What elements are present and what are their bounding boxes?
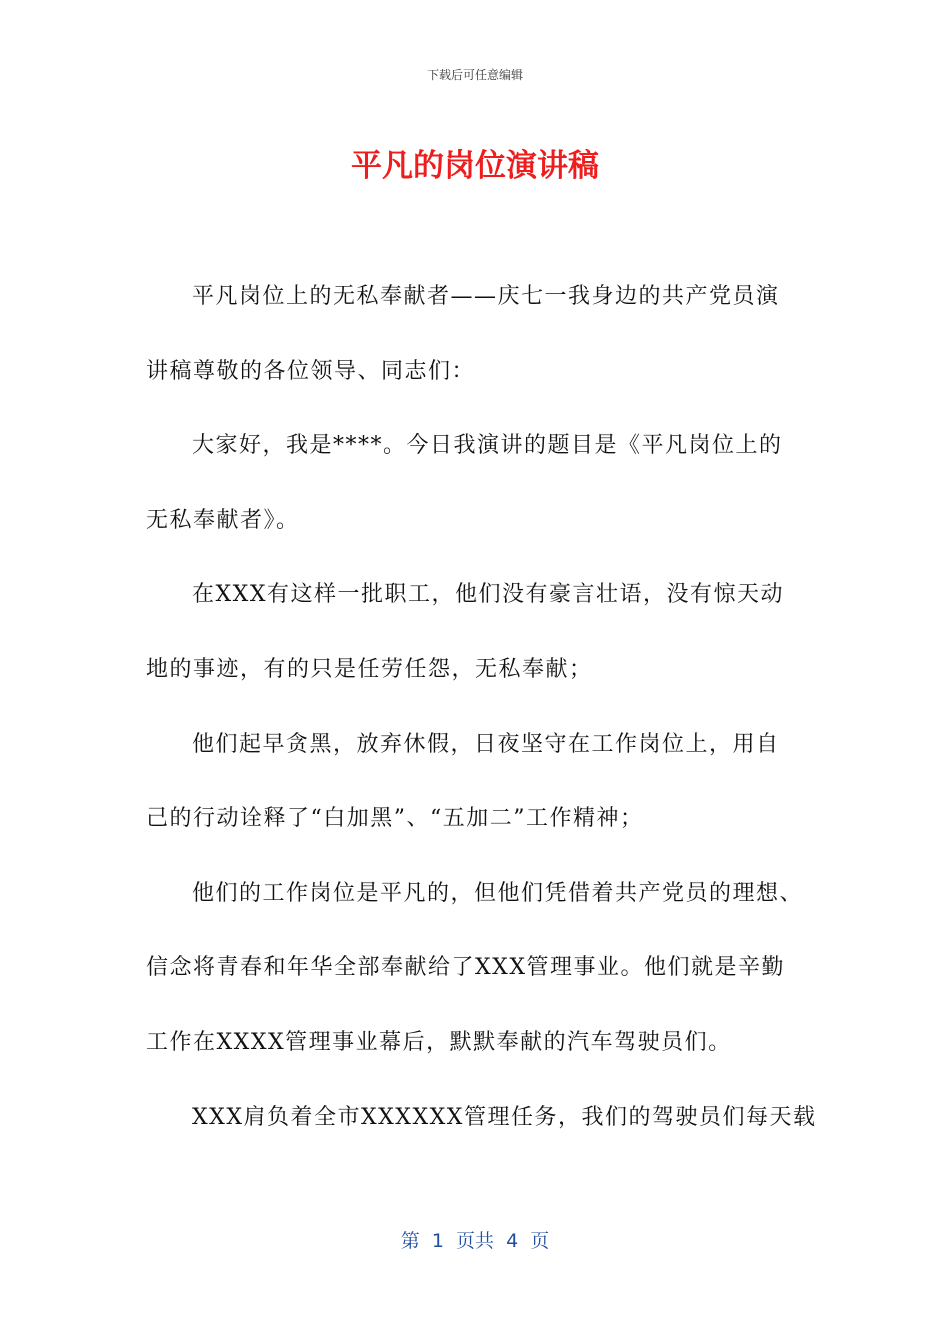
paragraph-line: 平凡岗位上的无私奉献者——庆七一我身边的共产党员演 <box>192 284 780 309</box>
document-body <box>146 272 817 1167</box>
paragraph-line: XXX肩负着全市XXXXXX管理任务，我们的驾驶员们每天载 <box>192 1104 817 1130</box>
paragraph-line: 无私奉献者》。 <box>146 507 300 533</box>
paragraph-line: 讲稿尊敬的各位领导、同志们： <box>146 358 476 384</box>
document-title: 平凡的岗位演讲稿 <box>351 148 599 184</box>
paragraph-line: 他们的工作岗位是平凡的，但他们凭借着共产党员的理想、 <box>192 880 804 906</box>
paragraph-line: 他们起早贪黑，放弃休假，日夜坚守在工作岗位上，用自 <box>192 731 780 757</box>
paragraph-line: 信念将青春和年华全部奉献给了XXX管理事业。他们就是辛勤 <box>146 955 785 981</box>
paragraph-line: 在XXX有这样一批职工，他们没有豪言壮语，没有惊天动 <box>192 582 784 608</box>
paragraph-line: 大家好，我是****。今日我演讲的题目是《平凡岗位上的 <box>192 433 783 459</box>
header-note: 下载后可任意编辑 <box>426 68 523 82</box>
paragraph-line: 地的事迹，有的只是任劳任怨，无私奉献； <box>146 656 593 682</box>
paragraph-line: 工作在XXXX管理事业幕后，默默奉献的汽车驾驶员们。 <box>146 1029 732 1055</box>
paragraph-line: 己的行动诠释了“白加黑”、“五加二”工作精神； <box>146 806 644 832</box>
page-number-footer: 第 1 页共 4 页 <box>400 1230 550 1252</box>
